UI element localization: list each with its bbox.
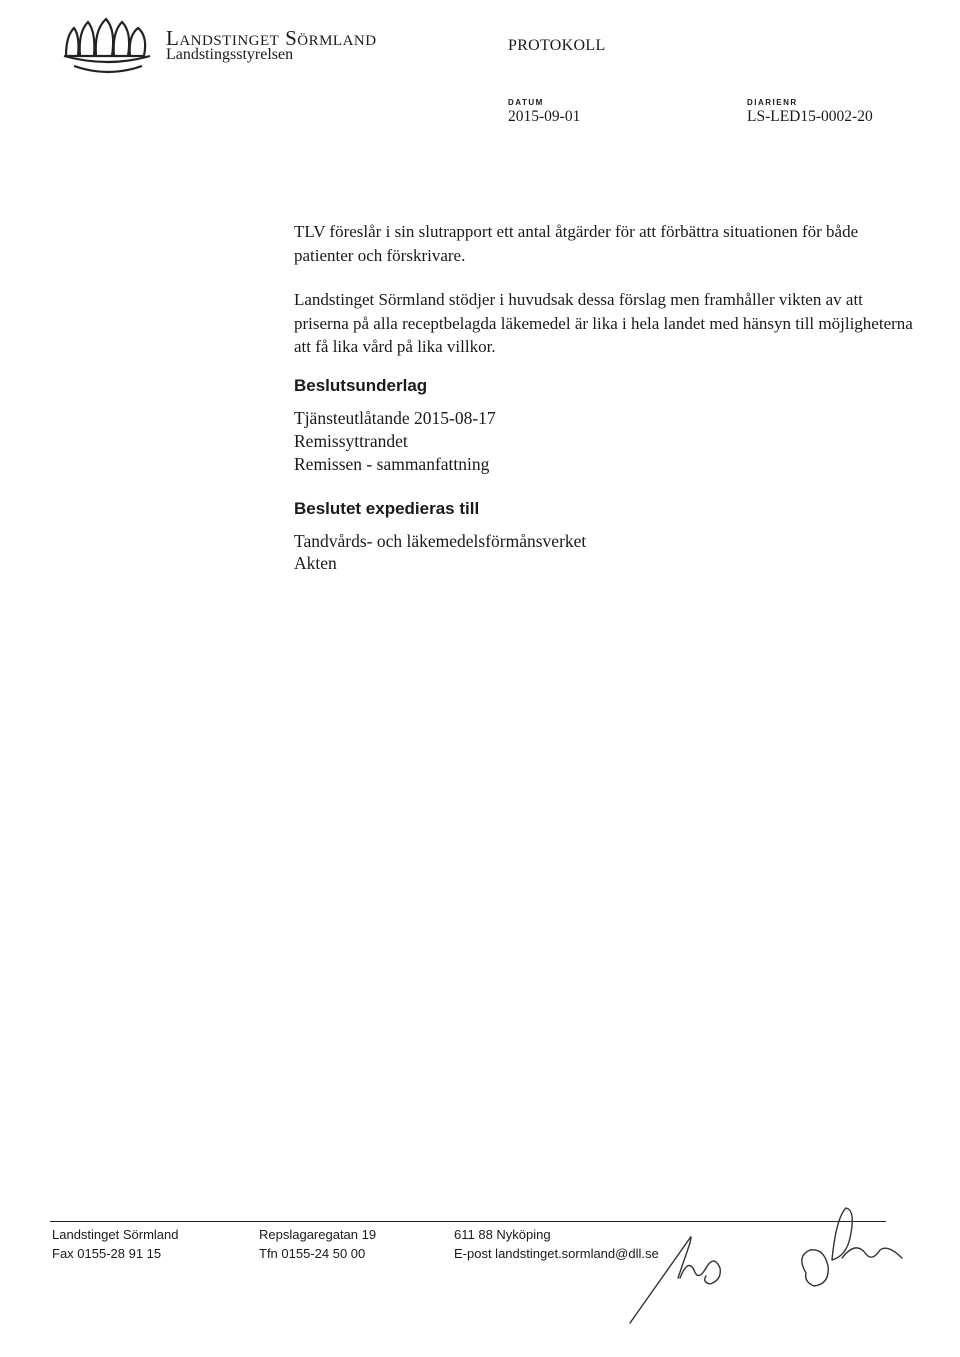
paragraph-1: TLV föreslår i sin slutrapport ett antal åtgärder för att förbättra situationen för både patienter och förskrivare. [294,222,859,265]
date-value: 2015-09-01 [508,108,581,125]
list-item: Remissyttrandet [294,431,408,451]
list-item: Akten [294,553,337,573]
document-type: PROTOKOLL [508,37,606,54]
org-name: Landstinget Sörmland [166,26,377,50]
list-item: Tandvårds- och läkemedelsförmånsverket [294,531,587,551]
footer-org: Landstinget Sörmland [52,1227,179,1242]
paragraph-2: Landstinget Sörmland stödjer i huvudsak dessa förslag men framhåller vikten av att priserna på alla receptbelagda läkemedel är lika i hela landet med hänsyn till möjligheterna att få lika vård på lika villkor. [294,290,913,356]
footer-city: 611 88 Nyköping [454,1227,551,1242]
footer-fax: Fax 0155-28 91 15 [52,1246,162,1261]
signature-icon [610,1198,910,1328]
list-item: Tjänsteutlåtande 2015-08-17 [294,408,496,428]
list-item: Remissen - sammanfattning [294,454,490,474]
footer-email: E-post landstinget.sormland@dll.se [454,1246,659,1261]
landstinget-logo [60,16,156,78]
date-label: DATUM [508,98,544,107]
footer-phone: Tfn 0155-24 50 00 [259,1246,366,1261]
footer-address: Repslagaregatan 19 [259,1227,377,1242]
diary-number: LS-LED15-0002-20 [747,108,873,125]
org-subtitle: Landstingsstyrelsen [166,46,294,63]
diary-label: DIARIENR [747,98,798,107]
section-heading-beslutsunderlag: Beslutsunderlag [294,376,428,395]
section-heading-expedieras: Beslutet expedieras till [294,499,480,518]
